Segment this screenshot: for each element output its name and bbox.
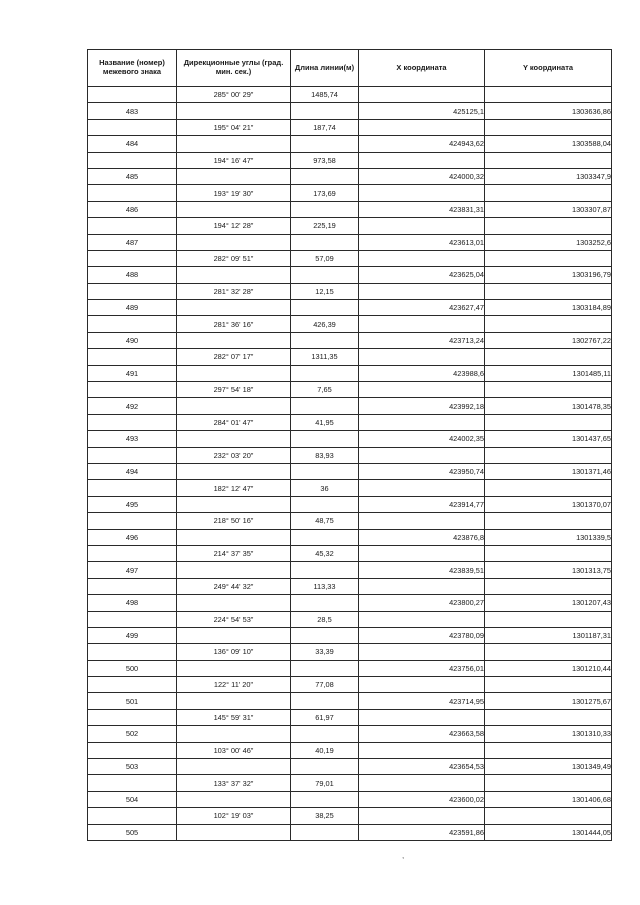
cell-x bbox=[359, 709, 485, 725]
cell-x: 423831,31 bbox=[359, 201, 485, 217]
cell-x bbox=[359, 185, 485, 201]
cell-angle: 297° 54' 18" bbox=[177, 382, 291, 398]
cell-length: 1485,74 bbox=[291, 87, 359, 103]
cell-name: 490 bbox=[88, 332, 177, 348]
cell-x: 423714,95 bbox=[359, 693, 485, 709]
cell-length: 77,08 bbox=[291, 677, 359, 693]
cell-angle: 281° 36' 16" bbox=[177, 316, 291, 332]
cell-angle: 218° 50' 16" bbox=[177, 513, 291, 529]
cell-length: 48,75 bbox=[291, 513, 359, 529]
cell-angle bbox=[177, 267, 291, 283]
cell-y: 1301339,5 bbox=[485, 529, 612, 545]
cell-x bbox=[359, 775, 485, 791]
cell-y bbox=[485, 382, 612, 398]
cell-length bbox=[291, 562, 359, 578]
cell-y bbox=[485, 447, 612, 463]
cell-x: 423627,47 bbox=[359, 300, 485, 316]
cell-angle: 282° 07' 17" bbox=[177, 349, 291, 365]
cell-length bbox=[291, 332, 359, 348]
cell-x bbox=[359, 218, 485, 234]
cell-length: 57,09 bbox=[291, 250, 359, 266]
cell-y: 1301210,44 bbox=[485, 660, 612, 676]
cell-angle: 133° 37' 32" bbox=[177, 775, 291, 791]
cell-x bbox=[359, 152, 485, 168]
cell-angle: 194° 12' 28" bbox=[177, 218, 291, 234]
table-row bbox=[88, 414, 612, 430]
table-body bbox=[88, 87, 612, 841]
cell-length bbox=[291, 759, 359, 775]
cell-length: 7,65 bbox=[291, 382, 359, 398]
cell-angle: 249° 44' 32" bbox=[177, 578, 291, 594]
cell-y bbox=[485, 742, 612, 758]
cell-name bbox=[88, 414, 177, 430]
cell-name bbox=[88, 808, 177, 824]
table-row bbox=[88, 316, 612, 332]
cell-y bbox=[485, 250, 612, 266]
cell-y: 1301207,43 bbox=[485, 595, 612, 611]
table-row bbox=[88, 808, 612, 824]
cell-name: 491 bbox=[88, 365, 177, 381]
cell-length: 1311,35 bbox=[291, 349, 359, 365]
table-row bbox=[88, 136, 612, 152]
table-row bbox=[88, 693, 612, 709]
cell-y: 1301187,31 bbox=[485, 627, 612, 643]
cell-name bbox=[88, 611, 177, 627]
cell-y bbox=[485, 611, 612, 627]
cell-length bbox=[291, 103, 359, 119]
cell-length: 38,25 bbox=[291, 808, 359, 824]
cell-x bbox=[359, 480, 485, 496]
cell-angle bbox=[177, 627, 291, 643]
cell-angle bbox=[177, 660, 291, 676]
cell-angle: 285° 00' 29" bbox=[177, 87, 291, 103]
cell-angle bbox=[177, 300, 291, 316]
cell-length bbox=[291, 529, 359, 545]
cell-angle bbox=[177, 168, 291, 184]
cell-angle: 182° 12' 47" bbox=[177, 480, 291, 496]
cell-angle bbox=[177, 791, 291, 807]
cell-name: 500 bbox=[88, 660, 177, 676]
header-y: Y координата bbox=[485, 50, 612, 87]
table-row bbox=[88, 759, 612, 775]
cell-length bbox=[291, 595, 359, 611]
cell-x: 423654,53 bbox=[359, 759, 485, 775]
cell-length bbox=[291, 627, 359, 643]
cell-angle bbox=[177, 759, 291, 775]
cell-name: 493 bbox=[88, 431, 177, 447]
cell-x bbox=[359, 316, 485, 332]
cell-length bbox=[291, 267, 359, 283]
cell-angle bbox=[177, 693, 291, 709]
cell-length bbox=[291, 431, 359, 447]
cell-y bbox=[485, 414, 612, 430]
cell-angle bbox=[177, 496, 291, 512]
cell-length bbox=[291, 168, 359, 184]
cell-angle bbox=[177, 332, 291, 348]
cell-x bbox=[359, 578, 485, 594]
table-row bbox=[88, 218, 612, 234]
cell-name bbox=[88, 382, 177, 398]
cell-x: 423713,24 bbox=[359, 332, 485, 348]
cell-length: 33,39 bbox=[291, 644, 359, 660]
cell-y: 1303196,79 bbox=[485, 267, 612, 283]
cell-x: 423613,01 bbox=[359, 234, 485, 250]
cell-x: 423663,58 bbox=[359, 726, 485, 742]
cell-y bbox=[485, 545, 612, 561]
cell-x bbox=[359, 250, 485, 266]
cell-angle bbox=[177, 103, 291, 119]
table-row bbox=[88, 742, 612, 758]
cell-length bbox=[291, 398, 359, 414]
cell-name bbox=[88, 152, 177, 168]
cell-angle bbox=[177, 136, 291, 152]
table-row bbox=[88, 644, 612, 660]
cell-length: 173,69 bbox=[291, 185, 359, 201]
cell-angle: 232° 03' 20" bbox=[177, 447, 291, 463]
cell-y: 1301370,07 bbox=[485, 496, 612, 512]
table-row bbox=[88, 87, 612, 103]
header-x: X координата bbox=[359, 50, 485, 87]
cell-angle bbox=[177, 595, 291, 611]
cell-x: 423839,51 bbox=[359, 562, 485, 578]
cell-length: 61,97 bbox=[291, 709, 359, 725]
cell-angle bbox=[177, 431, 291, 447]
table-row bbox=[88, 824, 612, 840]
cell-angle bbox=[177, 824, 291, 840]
cell-y bbox=[485, 119, 612, 135]
cell-angle: 122° 11' 20" bbox=[177, 677, 291, 693]
cell-angle: 136° 09' 10" bbox=[177, 644, 291, 660]
cell-x: 424002,35 bbox=[359, 431, 485, 447]
table-row bbox=[88, 660, 612, 676]
cell-name: 494 bbox=[88, 463, 177, 479]
cell-x: 423600,02 bbox=[359, 791, 485, 807]
header-length: Длина линии(м) bbox=[291, 50, 359, 87]
cell-x bbox=[359, 382, 485, 398]
cell-length bbox=[291, 660, 359, 676]
cell-y: 1301275,67 bbox=[485, 693, 612, 709]
cell-y: 1301437,65 bbox=[485, 431, 612, 447]
cell-length: 79,01 bbox=[291, 775, 359, 791]
cell-y bbox=[485, 218, 612, 234]
cell-name bbox=[88, 545, 177, 561]
cell-name: 497 bbox=[88, 562, 177, 578]
cell-name: 501 bbox=[88, 693, 177, 709]
cell-length: 83,93 bbox=[291, 447, 359, 463]
cell-y: 1301310,33 bbox=[485, 726, 612, 742]
cell-y: 1301485,11 bbox=[485, 365, 612, 381]
table-row bbox=[88, 382, 612, 398]
cell-y bbox=[485, 316, 612, 332]
cell-y bbox=[485, 480, 612, 496]
cell-y bbox=[485, 578, 612, 594]
table-row bbox=[88, 496, 612, 512]
table-row bbox=[88, 513, 612, 529]
cell-angle: 194° 16' 47" bbox=[177, 152, 291, 168]
cell-x bbox=[359, 644, 485, 660]
cell-name bbox=[88, 185, 177, 201]
cell-name: 486 bbox=[88, 201, 177, 217]
cell-x: 423988,6 bbox=[359, 365, 485, 381]
cell-name: 485 bbox=[88, 168, 177, 184]
table-row bbox=[88, 365, 612, 381]
cell-length: 45,32 bbox=[291, 545, 359, 561]
cell-x bbox=[359, 611, 485, 627]
table-row bbox=[88, 545, 612, 561]
cell-y: 1303347,9 bbox=[485, 168, 612, 184]
cell-name: 488 bbox=[88, 267, 177, 283]
cell-x bbox=[359, 677, 485, 693]
cell-y: 1301349,49 bbox=[485, 759, 612, 775]
table-row bbox=[88, 578, 612, 594]
cell-angle: 195° 04' 21" bbox=[177, 119, 291, 135]
table-header-row bbox=[88, 50, 612, 87]
table-row bbox=[88, 627, 612, 643]
cell-angle bbox=[177, 529, 291, 545]
cell-angle bbox=[177, 726, 291, 742]
cell-y: 1301444,05 bbox=[485, 824, 612, 840]
cell-name: 487 bbox=[88, 234, 177, 250]
cell-length bbox=[291, 136, 359, 152]
cell-name bbox=[88, 349, 177, 365]
cell-name: 492 bbox=[88, 398, 177, 414]
cell-length bbox=[291, 201, 359, 217]
table-row bbox=[88, 431, 612, 447]
cell-length bbox=[291, 463, 359, 479]
cell-x: 423625,04 bbox=[359, 267, 485, 283]
cell-angle: 102° 19' 03" bbox=[177, 808, 291, 824]
cell-length bbox=[291, 496, 359, 512]
cell-name: 505 bbox=[88, 824, 177, 840]
cell-y bbox=[485, 349, 612, 365]
cell-name bbox=[88, 709, 177, 725]
cell-length: 113,33 bbox=[291, 578, 359, 594]
header-name: Название (номер) межевого знака bbox=[88, 50, 177, 87]
table-row bbox=[88, 791, 612, 807]
cell-angle: 284° 01' 47" bbox=[177, 414, 291, 430]
cell-x bbox=[359, 742, 485, 758]
cell-angle bbox=[177, 562, 291, 578]
cell-y bbox=[485, 677, 612, 693]
boundary-coordinates-table bbox=[87, 49, 612, 841]
cell-angle bbox=[177, 463, 291, 479]
table-row bbox=[88, 168, 612, 184]
cell-length: 426,39 bbox=[291, 316, 359, 332]
cell-angle: 193° 19' 30" bbox=[177, 185, 291, 201]
cell-x: 423914,77 bbox=[359, 496, 485, 512]
cell-angle: 145° 59' 31" bbox=[177, 709, 291, 725]
cell-y: 1301478,35 bbox=[485, 398, 612, 414]
cell-x: 423756,01 bbox=[359, 660, 485, 676]
cell-x: 425125,1 bbox=[359, 103, 485, 119]
table-row bbox=[88, 185, 612, 201]
cell-name: 503 bbox=[88, 759, 177, 775]
cell-length bbox=[291, 234, 359, 250]
cell-name bbox=[88, 677, 177, 693]
cell-length: 973,58 bbox=[291, 152, 359, 168]
header-angle: Дирекционные углы (град. мин. сек.) bbox=[177, 50, 291, 87]
table-row bbox=[88, 775, 612, 791]
cell-name bbox=[88, 283, 177, 299]
table-row bbox=[88, 480, 612, 496]
cell-x bbox=[359, 513, 485, 529]
cell-length: 40,19 bbox=[291, 742, 359, 758]
cell-name bbox=[88, 119, 177, 135]
cell-length: 12,15 bbox=[291, 283, 359, 299]
table-row bbox=[88, 398, 612, 414]
cell-x: 424943,62 bbox=[359, 136, 485, 152]
cell-y: 1301371,46 bbox=[485, 463, 612, 479]
table-row bbox=[88, 709, 612, 725]
cell-x: 423800,27 bbox=[359, 595, 485, 611]
cell-angle: 281° 32' 28" bbox=[177, 283, 291, 299]
table-row bbox=[88, 726, 612, 742]
cell-name: 504 bbox=[88, 791, 177, 807]
cell-length: 187,74 bbox=[291, 119, 359, 135]
table-row bbox=[88, 447, 612, 463]
table-row bbox=[88, 349, 612, 365]
cell-x: 423591,86 bbox=[359, 824, 485, 840]
cell-name: 502 bbox=[88, 726, 177, 742]
cell-y bbox=[485, 283, 612, 299]
cell-y: 1303252,6 bbox=[485, 234, 612, 250]
cell-x bbox=[359, 349, 485, 365]
table-row bbox=[88, 529, 612, 545]
cell-name bbox=[88, 218, 177, 234]
cell-x: 423950,74 bbox=[359, 463, 485, 479]
cell-name: 489 bbox=[88, 300, 177, 316]
table-row bbox=[88, 234, 612, 250]
cell-y: 1301313,75 bbox=[485, 562, 612, 578]
cell-name bbox=[88, 742, 177, 758]
cell-x: 423876,8 bbox=[359, 529, 485, 545]
cell-x bbox=[359, 545, 485, 561]
cell-name: 483 bbox=[88, 103, 177, 119]
table-row bbox=[88, 562, 612, 578]
cell-name bbox=[88, 578, 177, 594]
cell-angle: 224° 54' 53" bbox=[177, 611, 291, 627]
table-row bbox=[88, 595, 612, 611]
cell-y bbox=[485, 513, 612, 529]
cell-angle: 103° 00' 46" bbox=[177, 742, 291, 758]
cell-length bbox=[291, 300, 359, 316]
cell-name bbox=[88, 775, 177, 791]
table-row bbox=[88, 119, 612, 135]
cell-angle: 214° 37' 35" bbox=[177, 545, 291, 561]
cell-x bbox=[359, 87, 485, 103]
cell-angle bbox=[177, 234, 291, 250]
cell-length: 41,95 bbox=[291, 414, 359, 430]
table-row bbox=[88, 103, 612, 119]
cell-length bbox=[291, 726, 359, 742]
table-row bbox=[88, 267, 612, 283]
cell-y: 1303588,04 bbox=[485, 136, 612, 152]
table-row bbox=[88, 677, 612, 693]
cell-name: 495 bbox=[88, 496, 177, 512]
cell-name bbox=[88, 644, 177, 660]
table-row bbox=[88, 283, 612, 299]
cell-y bbox=[485, 644, 612, 660]
cell-y: 1303307,87 bbox=[485, 201, 612, 217]
cell-length: 225,19 bbox=[291, 218, 359, 234]
cell-name: 498 bbox=[88, 595, 177, 611]
cell-name bbox=[88, 447, 177, 463]
cell-y bbox=[485, 152, 612, 168]
cell-y bbox=[485, 185, 612, 201]
cell-x: 423780,09 bbox=[359, 627, 485, 643]
cell-angle bbox=[177, 398, 291, 414]
cell-length bbox=[291, 824, 359, 840]
cell-y: 1301406,68 bbox=[485, 791, 612, 807]
table-row bbox=[88, 152, 612, 168]
table-row bbox=[88, 463, 612, 479]
cell-y: 1303184,89 bbox=[485, 300, 612, 316]
cell-x bbox=[359, 283, 485, 299]
cell-x bbox=[359, 447, 485, 463]
table-row bbox=[88, 611, 612, 627]
cell-y bbox=[485, 87, 612, 103]
cell-name: 496 bbox=[88, 529, 177, 545]
cell-angle: 282° 09' 51" bbox=[177, 250, 291, 266]
cell-y: 1302767,22 bbox=[485, 332, 612, 348]
cell-x bbox=[359, 119, 485, 135]
cell-length: 28,5 bbox=[291, 611, 359, 627]
cell-name: 499 bbox=[88, 627, 177, 643]
cell-name bbox=[88, 316, 177, 332]
table-row bbox=[88, 201, 612, 217]
table-row bbox=[88, 332, 612, 348]
cell-y bbox=[485, 808, 612, 824]
cell-angle bbox=[177, 365, 291, 381]
cell-name bbox=[88, 250, 177, 266]
cell-x: 424000,32 bbox=[359, 168, 485, 184]
cell-x bbox=[359, 808, 485, 824]
cell-name bbox=[88, 480, 177, 496]
cell-length bbox=[291, 693, 359, 709]
cell-length: 36 bbox=[291, 480, 359, 496]
cell-angle bbox=[177, 201, 291, 217]
table-row bbox=[88, 300, 612, 316]
cell-x: 423992,18 bbox=[359, 398, 485, 414]
cell-y bbox=[485, 709, 612, 725]
cell-name: 484 bbox=[88, 136, 177, 152]
cell-length bbox=[291, 365, 359, 381]
cell-x bbox=[359, 414, 485, 430]
table-row bbox=[88, 250, 612, 266]
cell-y: 1303636,86 bbox=[485, 103, 612, 119]
cell-y bbox=[485, 775, 612, 791]
cell-length bbox=[291, 791, 359, 807]
cell-name bbox=[88, 513, 177, 529]
cell-name bbox=[88, 87, 177, 103]
footer-mark: , bbox=[402, 851, 405, 860]
